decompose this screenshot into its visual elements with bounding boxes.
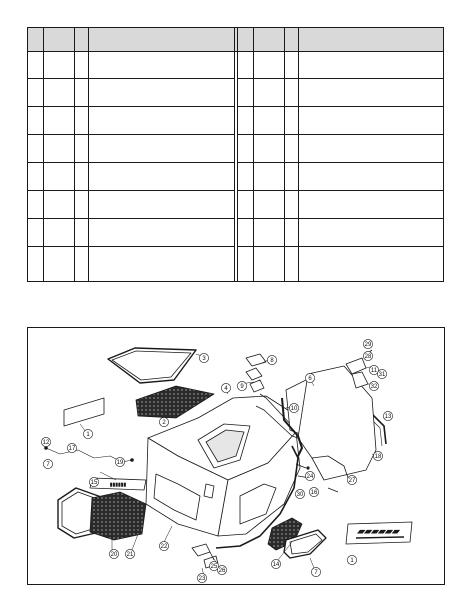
- callout-number: 10: [290, 406, 298, 412]
- callout-c26: [217, 565, 226, 574]
- row-divider: [28, 134, 234, 135]
- callout-number: 8: [270, 358, 274, 364]
- exploded-parts-diagram: [27, 327, 445, 585]
- front-screen: [90, 492, 146, 540]
- callout-number: 2: [162, 420, 166, 426]
- callout-c28: [363, 351, 372, 360]
- callout-c16: [309, 487, 318, 496]
- callout-c4: [221, 383, 230, 392]
- callout-c31: [377, 369, 386, 378]
- column-divider: [298, 28, 299, 281]
- row-divider: [28, 246, 234, 247]
- top-window-glass: [108, 348, 196, 383]
- callout-c22: [159, 541, 168, 550]
- callout-c14: [271, 559, 280, 568]
- callout-number: 28: [364, 354, 372, 360]
- callout-number: 19: [116, 460, 124, 466]
- callout-number: 4: [224, 386, 228, 392]
- callout-number: 22: [160, 544, 168, 550]
- callout-c27: [347, 475, 356, 484]
- center-double-divider: [234, 28, 238, 281]
- callout-number: 1: [350, 558, 354, 564]
- access-cover: [246, 354, 266, 366]
- diagram-drawing: [28, 328, 446, 586]
- callout-c29: [363, 339, 372, 348]
- callout-c18: [373, 451, 382, 460]
- callout-c6: [305, 373, 314, 382]
- callout-number: 12: [42, 440, 50, 446]
- callout-number: 24: [306, 474, 314, 480]
- row-divider: [28, 218, 234, 219]
- callout-number: 23: [198, 576, 206, 582]
- callout-number: 9: [240, 384, 244, 390]
- callout-c2: [159, 417, 168, 426]
- callout-number: 32: [370, 384, 378, 390]
- decal-plate: [64, 398, 104, 426]
- row-divider: [238, 218, 443, 219]
- row-divider: [238, 106, 443, 107]
- callout-number: 16: [310, 490, 318, 496]
- row-divider: [238, 134, 443, 135]
- callout-c12: [41, 437, 50, 446]
- column-divider: [284, 28, 285, 281]
- callout-c20: [109, 549, 118, 558]
- callout-number: 29: [364, 342, 372, 348]
- column-divider: [43, 28, 44, 281]
- callout-c3: [199, 353, 208, 362]
- column-divider: [74, 28, 75, 281]
- callout-number: 1: [86, 432, 90, 438]
- callout-c1: [83, 429, 92, 438]
- callout-number: 14: [272, 562, 280, 568]
- roof-screen: [136, 386, 214, 418]
- callout-c21: [125, 549, 134, 558]
- callout-number: 3: [202, 356, 206, 362]
- callout-c24: [305, 471, 314, 480]
- callout-number: 26: [218, 568, 226, 574]
- column-divider: [88, 28, 89, 281]
- callout-c8: [267, 355, 276, 364]
- brand-decal: [346, 522, 412, 544]
- callout-c7b: [311, 567, 320, 576]
- row-divider: [238, 190, 443, 191]
- callout-number: 7: [46, 462, 50, 468]
- mounting-bracket: [250, 380, 264, 392]
- callout-c23: [197, 573, 206, 582]
- row-divider: [238, 162, 443, 163]
- callout-c19: [115, 457, 124, 466]
- callout-number: 11: [370, 368, 378, 374]
- callout-number: 27: [348, 478, 356, 484]
- callout-number: 31: [378, 372, 386, 378]
- svg-text:▰▰▰▰▰▰: ▰▰▰▰▰▰: [357, 526, 399, 536]
- callout-number: 15: [90, 480, 98, 486]
- row-divider: [238, 246, 443, 247]
- row-divider: [238, 78, 443, 79]
- row-divider: [28, 78, 234, 79]
- callout-c13: [383, 411, 392, 420]
- callout-number: 13: [384, 414, 392, 420]
- row-divider: [28, 106, 234, 107]
- row-divider: [28, 162, 234, 163]
- callout-number: 30: [296, 492, 304, 498]
- callout-number: 20: [110, 552, 118, 558]
- row-divider: [28, 190, 234, 191]
- callout-c1b: [347, 555, 356, 564]
- callout-number: 6: [308, 376, 312, 382]
- callout-c9: [237, 381, 246, 390]
- callout-number: 7: [314, 570, 318, 576]
- callout-c32: [369, 381, 378, 390]
- mounting-bracket: [246, 368, 262, 380]
- callout-c10: [289, 403, 298, 412]
- callout-c17: [67, 443, 76, 452]
- callout-number: 21: [126, 552, 134, 558]
- svg-text:▮▮▮▮▮▮: ▮▮▮▮▮▮: [109, 482, 127, 488]
- column-divider: [253, 28, 254, 281]
- callout-c30: [295, 489, 304, 498]
- callout-number: 18: [374, 454, 382, 460]
- parts-table: [27, 27, 444, 282]
- callout-number: 25: [210, 564, 218, 570]
- callout-number: 17: [68, 446, 76, 452]
- callout-c7: [43, 459, 52, 468]
- callout-c15: [89, 477, 98, 486]
